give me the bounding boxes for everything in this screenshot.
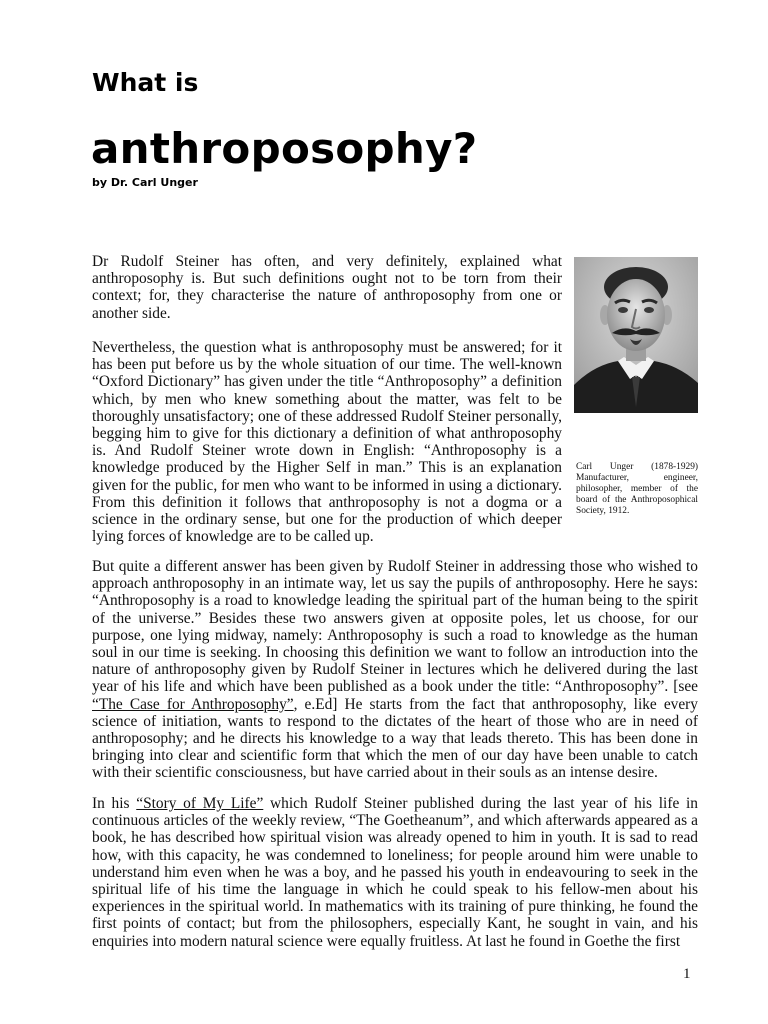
portrait-image [574, 257, 698, 413]
portrait-photo [574, 257, 698, 413]
paragraph-3-text-b: , e.Ed] He starts from the fact that anthroposophy, like every science of initiation, wants to respond to the dictates of the heart of those who are in need of anthroposophy; and he directs his knowledge to a way that leads thereto. This has been done in bringing into clear and scientific form that which the men of our day have been unable to catch with their scientific consciousness, but have carried about in their souls as an intense desire. [92, 695, 698, 782]
paragraph-4-text-a: In his [92, 795, 137, 812]
paragraph-4-text-b: which Rudolf Steiner published during the last year of his life in continuous articles of the weekly review, “The Goetheanum”, and which afterwards appeared as a book, he has described how spiritual vision was already opened to him in youth. It is sad to read how, with this capacity, he was condemned to loneliness; for people around him were unable to understand him even when he was a boy, and he passed his youth in endeavouring to seek in the spiritual life of his time the language in which he could speak to his fellow-men about his experiences in the spiritual world. In mathematics with its training of pure thinking, he found the first points of contact; but from the philosophers, especially Kant, he sought in vain, and his enquiries into modern natural science were equally fruitless. At last he found in Goethe the first [92, 795, 698, 950]
title-line-1: What is [92, 68, 199, 97]
byline: by Dr. Carl Unger [92, 176, 198, 189]
case-for-anthroposophy-link[interactable]: “The Case for Anthroposophy” [92, 695, 294, 713]
paragraph-4 [92, 795, 698, 950]
page-title: anthroposophy? [91, 124, 478, 173]
story-of-my-life-link[interactable]: “Story of My Life” [136, 795, 264, 812]
figure-caption: Carl Unger (1878-1929) Manufacturer, engineer, philosopher, member of the board of the Anthroposophical Society, 1912. [576, 462, 698, 516]
page-number: 1 [683, 966, 691, 982]
paragraph-3-text-a: But quite a different answer has been given by Rudolf Steiner in addressing those who wished to approach anthroposophy in an intimate way, let us say the pupils of anthroposophy. Here he says: “Anthroposophy is a road to knowledge leading the spiritual part of the human being to the spirit of the universe.” Besides these two answers given at opposite poles, let us choose, for our purpose, one lying midway, namely: Anthroposophy is such a road to knowledge as the human soul in our time is seeking. In choosing this definition we want to follow an introduction into the nature of anthroposophy given by Rudolf Steiner in lectures which he delivered during the last year of his life and which have been published as a book under the title: “Anthroposophy”. [see [92, 558, 698, 696]
paragraph-1: Dr Rudolf Steiner has often, and very definitely, explained what anthroposophy is. But such definitions ought not to be torn from their context; for, they characterise the nature of anthroposophy from one or another side. [92, 253, 562, 322]
paragraph-3 [92, 558, 698, 782]
paragraph-2: Nevertheless, the question what is anthroposophy must be answered; for it has been put before us by the whole situation of our time. The well-known “Oxford Dictionary” has given under the title “Anthroposophy” a definition which, by men who knew something about the matter, was felt to be thoroughly unsatisfactory; one of these addressed Rudolf Steiner personally, begging him to give for this dictionary a definition of what anthroposophy is. And Rudolf Steiner wrote down in English: “Anthroposophy is a knowledge produced by the Higher Self in man.” This is an explanation given for the public, for men who want to be informed in using a dictionary. From this definition it follows that anthroposophy is not a dogma or a science in the ordinary sense, but one for the production of which deeper lying forces of knowledge are to be called up. [92, 339, 562, 546]
